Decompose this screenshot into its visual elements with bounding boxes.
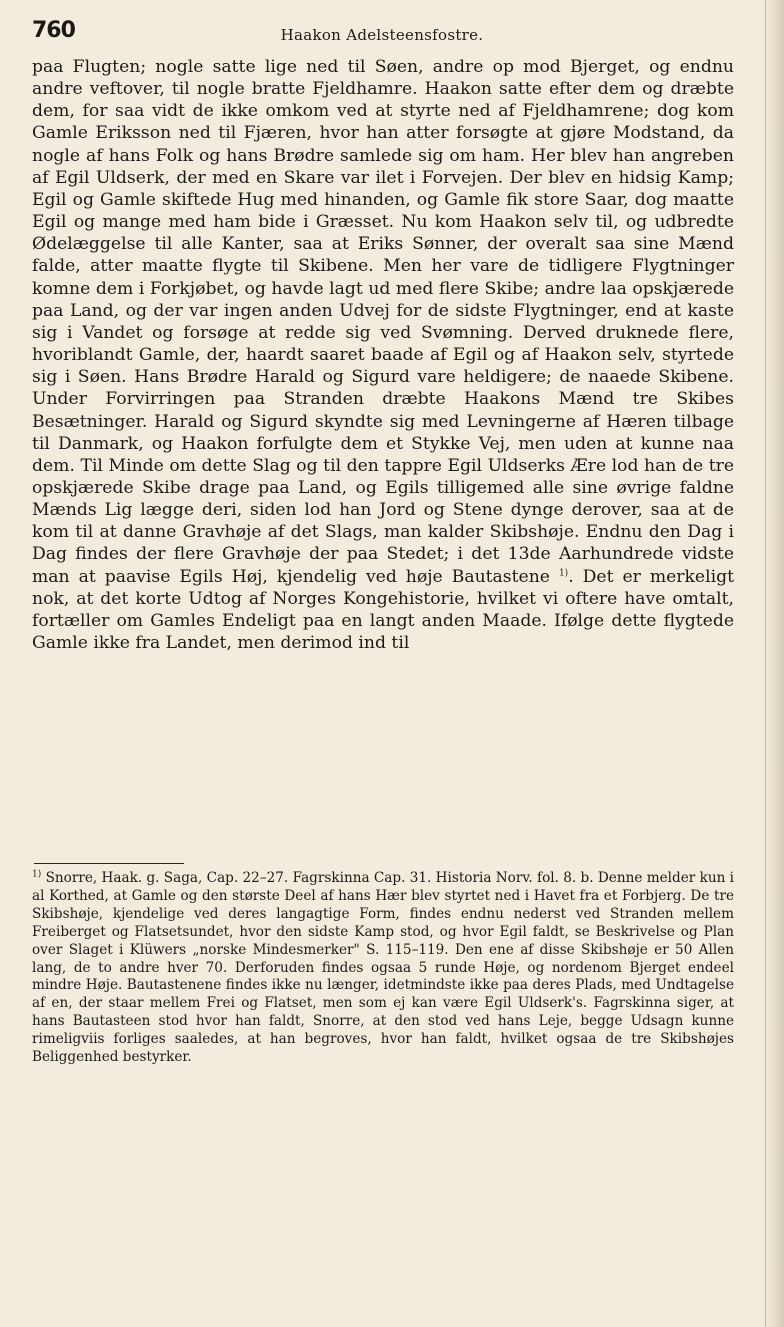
footnote-reference: 1) (558, 567, 569, 578)
main-text (32, 56, 734, 654)
page-edge (765, 0, 784, 1327)
body-paragraph (32, 56, 734, 654)
footnote (32, 870, 734, 1067)
page-number: 760 (32, 18, 75, 43)
running-title: Haakon Adelsteensfostre. (280, 26, 484, 44)
body-text: paa Flugten; nogle satte lige ned til Søen, andre op mod Bjerget, og endnu andre veftover, til nogle bratte Fjeldhamre. Haakon satte efter dem og dræbte dem, for saa vidt de ikke omkom ved at styrte ned af Fjeldhamrene; dog kom Gamle Eriksson ned til Fjæren, hvor han atter forsøgte at gjøre Modstand, da nogle af hans Folk og hans Brødre samlede sig om ham. Her blev han angreben af Egil Uldserk, der med en Skare var ilet i Forvejen. Der blev en hidsig Kamp; Egil og Gamle skiftede Hug med hinanden, og Gamle fik store Saar, dog maatte Egil og mange med ham bide i Græsset. Nu kom Haakon selv til, og udbredte Ødelæggelse til alle Kanter, saa at Eriks Sønner, der overalt saa sine Mænd falde, atter maatte flygte til Skibene. Men her vare de tidligere Flygtninger komne dem i Forkjøbet, og havde lagt ud med flere Skibe; andre laa opskjærede paa Land, og der var ingen anden Udvej for de sidste Flygtninger, end at kaste sig i Vandet og forsøge at redde sig ved Svømning. Derved druknede flere, hvoriblandt Gamle, der, haardt saaret baade af Egil og af Haakon selv, styrtede sig i Søen. Hans Brødre Harald og Sigurd vare heldigere; de naaede Skibene. Under Forvirringen paa Stranden dræbte Haakons Mænd tre Skibes Besætninger. Harald og Sigurd skyndte sig med Levningerne af Hæren tilbage til Danmark, og Haakon forfulgte dem et Stykke Vej, men uden at kunne naa dem. Til Minde om dette Slag og til den tappre Egil Uldserks Ære lod han de tre opskjærede Skibe drage paa Land, og Egils tilligemed alle sine øvrige faldne Mænds Lig lægge deri, siden lod han Jord og Stene dynge derover, saa at de kom til at danne Gravhøje af det Slags, man kalder Skibshøje. Endnu den Dag i Dag findes der flere Gravhøje der paa Stedet; i det 13de Aarhundrede vidste man at paavise Egils Høj, kjendelig ved høje Bautastene (32, 57, 734, 587)
body-text-continued: . Det er merkeligt nok, at det korte Udtog af Norges Kongehistorie, hvilket vi oftere have omtalt, fortæller om Gamles Endeligt paa en langt anden Maade. Ifølge dette flygtede Gamle ikke fra Landet, men derimod ind til (32, 566, 734, 654)
footnote-text: Snorre, Haak. g. Saga, Cap. 22–27. Fagrskinna Cap. 31. Historia Norv. fol. 8. b. Denne melder kun i al Korthed, at Gamle og den største Deel af hans Hær blev styrtet ned i Havet fra et Forbjerg. De tre Skibshøje, kjendelige ved deres langagtige Form, findes endnu nederst ved Stranden mellem Freiberget og Flatsetsundet, hvor den sidste Kamp stod, og hvor Egil faldt, se Beskrivelse og Plan over Slaget i Klüwers „norske Mindesmerker" S. 115–119. Den ene af disse Skibshøje er 50 Allen lang, de to andre hver 70. Derforuden findes ogsaa 5 runde Høje, og nordenom Bjerget endeel mindre Høje. Bautastenene findes ikke nu længer, idetmindste ikke paa deres Plads, med Undtagelse af en, der staar mellem Frei og Flatset, men som ej kan være Egil Uldserk's. Fagrskinna siger, at hans Bautasteen stod hvor han faldt, Snorre, at den stod ved hans Leje, begge Udsagn kunne rimeligviis forliges saaledes, at han begroves, hvor han faldt, hvilket ogsaa de tre Skibshøjes Beliggenhed bestyrker. (32, 870, 734, 1066)
page-header (32, 18, 732, 50)
footnotes (32, 870, 734, 1067)
footnote-rule (34, 863, 184, 864)
footnote-marker: 1) (32, 869, 42, 880)
